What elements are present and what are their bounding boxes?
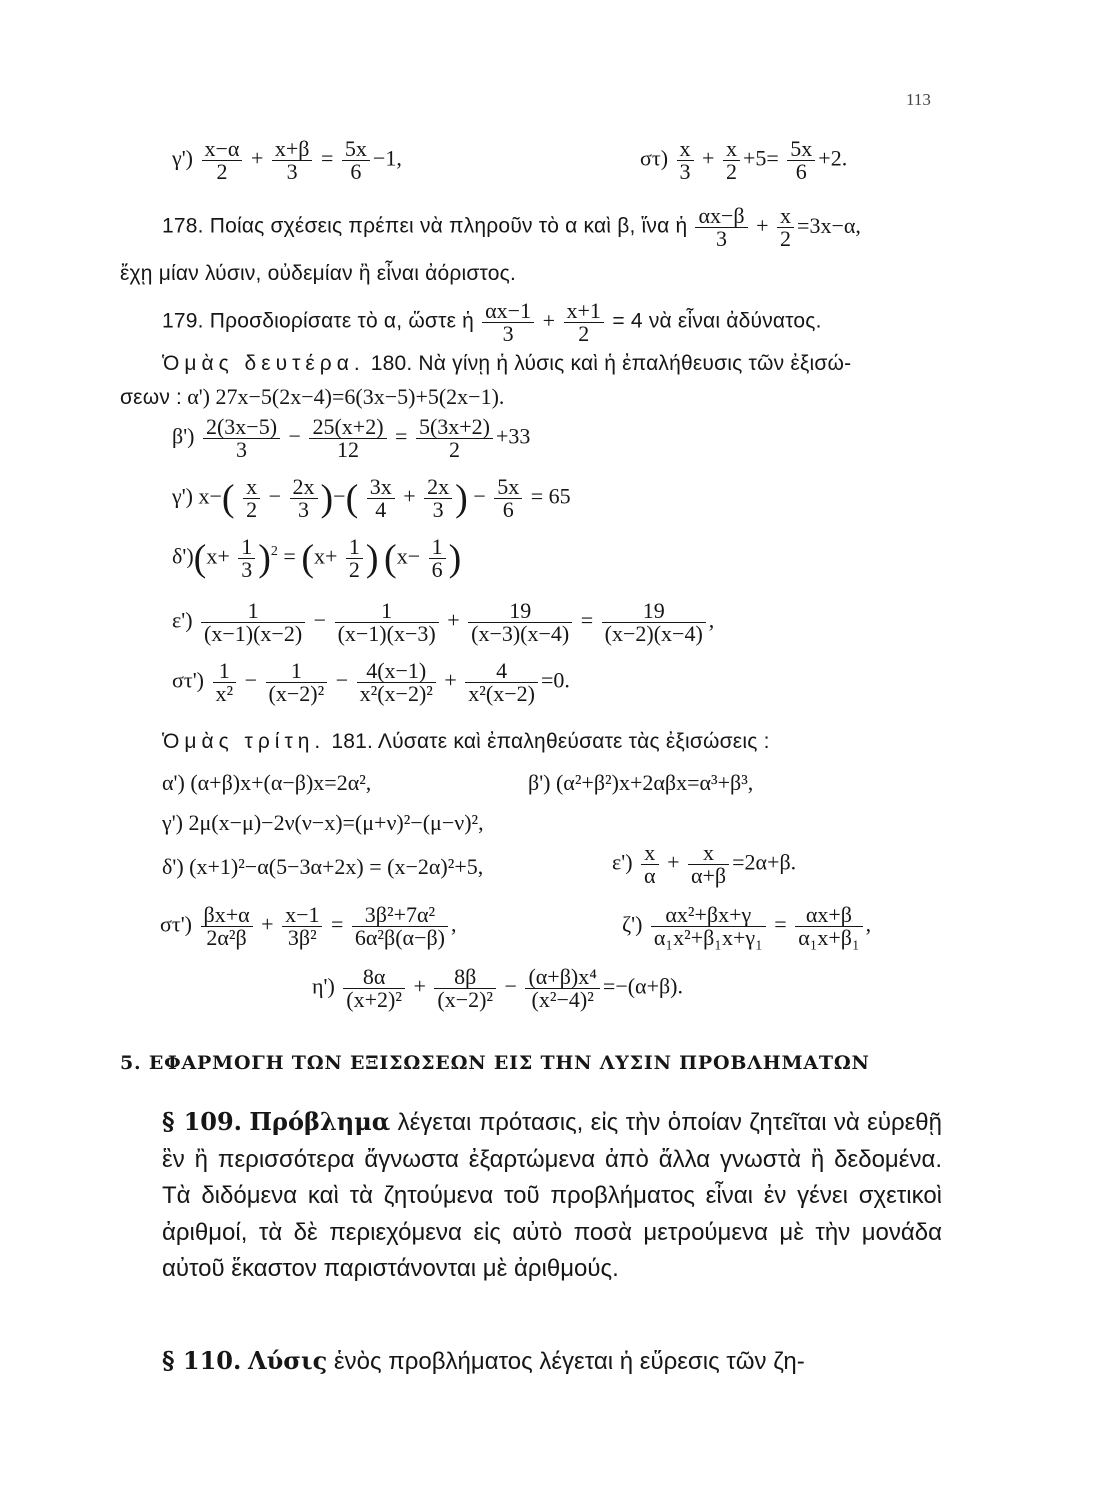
equation-181-beta: β') (α²+β²)x+2αβx=α³+β³, bbox=[528, 770, 754, 795]
section-heading: 5. ΕΦΑΡΜΟΓΗ ΤΩΝ ΕΞΙΣΩΣΕΩΝ ΕΙΣ ΤΗΝ ΛΥΣΙΝ ΠΡΟΒΛΗΜΑΤΩΝ bbox=[120, 1052, 870, 1074]
equation-181-gamma: γ') 2μ(x−μ)−2ν(ν−x)=(μ+ν)²−(μ−ν)², bbox=[162, 810, 484, 835]
equation-181-delta: δ') (x+1)²−α(5−3α+2x) = (x−2α)²+5, bbox=[162, 854, 484, 879]
equation-st: στ) $\frac{x}{3}$ + $\frac{x}{2}$ +5= $\frac{5x}{6}$ +2. bbox=[640, 136, 848, 184]
equation-beta: β') $\frac{2(3x-5)}{3}$ − $\frac{25(x+2)}{12}$ = $\frac{5(3x+2)}{2}$ +33 bbox=[172, 414, 531, 462]
page-number: 113 bbox=[906, 90, 931, 109]
problem-178: 178. Ποίας σχέσεις πρέπει νὰ πληροῦν τὸ α καὶ β, ἵνα ἡ $\frac{\alpha x-\beta}{3}$ + $\frac{x}{2}$ =3x−α, bbox=[162, 203, 861, 251]
equation-181-epsilon: ε') $\frac{x}{\alpha}$ + $\frac{x}{\alpha+\beta}$ =2α+β. bbox=[612, 840, 797, 888]
problem-179: 179. Προσδιορίσατε τὸ α, ὥστε ἡ $\frac{\alpha x-1}{3}$ + $\frac{x+1}{2}$ = 4 νὰ εἶναι ἀδύνατος. bbox=[162, 298, 822, 346]
equation-epsilon: ε') $\frac{1}{(x-1)(x-2)}$ − $\frac{1}{(x-1)(x-3)}$ + $\frac{19}{(x-3)(x-4)}$ = $\frac{19}{(x-2)(x-4)}$ , bbox=[172, 598, 715, 646]
problem-181: Ὁμὰς τρίτη. 181. Λύσατε καὶ ἐπαληθεύσατε τὰς ἐξισώσεις : bbox=[162, 730, 770, 753]
problem-178-line2: ἔχῃ μίαν λύσιν, οὐδεμίαν ἢ εἶναι ἀόριστος. bbox=[120, 262, 516, 285]
paragraph-110: § 110. Λύσις ἑνὸς προβλήματος λέγεται ἡ εὕρεσις τῶν ζη- bbox=[162, 1346, 805, 1375]
equation-gamma-2: γ') x−( $\frac{x}{2}$ − $\frac{2x}{3}$ )−( $\frac{3x}{4}$ + $\frac{2x}{3}$ ) − $\frac{5x}{6}$ = 65 bbox=[172, 474, 571, 522]
equation-delta: δ')(x+ $\frac{1}{3}$ )$^2$ = (x+ $\frac{1}{2}$ ) (x− $\frac{1}{6}$ ) bbox=[172, 534, 462, 582]
problem-180-line2: σεων : α') 27x−5(2x−4)=6(3x−5)+5(2x−1). bbox=[120, 384, 505, 409]
equation-gamma: γ') $\frac{x-\alpha}{2}$ + $\frac{x+\beta}{3}$ = $\frac{5x}{6}$ −1, bbox=[172, 136, 402, 184]
equation-181-st: στ') $\frac{\beta x+\alpha}{\text{2α²β}}$ + $\frac{x-1}{\text{3β²}}$ = $\frac{\text{3β²+7α²}}{\text{6α²β(α−β)}}$ , bbox=[160, 902, 457, 950]
equation-st-2: στ') $\frac{1}{\text{x²}}$ − $\frac{1}{\text{(x−2)²}}$ − $\frac{4(x-1)}{\text{x²(x−2)²}}$ + $\frac{4}{\text{x²(x−2)}}$ =0. bbox=[172, 658, 570, 706]
equation-181-eta: η') $\frac{8\alpha}{\text{(x+2)²}}$ + $\frac{8\beta}{\text{(x−2)²}}$ − $\frac{\text{(α+β)x⁴}}{\text{(x²−4)²}}$ =−(α+β). bbox=[312, 964, 683, 1012]
equation-181-alpha: α') (α+β)x+(α−β)x=2α², bbox=[162, 770, 372, 795]
equation-181-zeta: ζ') $\frac{\text{αx²+βx+γ}}{\text{α₁x²+β₁x+γ₁}}$ = $\frac{\alpha x+\beta}{\text{α₁x+β₁}}$ , bbox=[622, 902, 872, 950]
paragraph-109: § 109. Πρόβλημα λέγεται πρότασις, εἰς τὴν ὁποίαν ζητεῖται νὰ εὑρεθῇ ἓν ἢ περισσότερα ἄγνωστα ἐξαρτώμενα ἀπὸ ἄλλα γνωστὰ ἢ δεδομένα. Τὰ διδόμενα καὶ τὰ ζητούμενα τοῦ προβλήματος εἶναι ἐν γένει σχετικοὶ ἀριθμοί, τὰ δὲ περιεχόμενα εἰς αὐτὸ ποσὰ μετρούμενα μὲ τὴν μονάδα αὐτοῦ ἕκαστον παριστάνονται μὲ ἀριθμούς. bbox=[162, 1107, 942, 1282]
problem-180: Ὁμὰς δευτέρα. 180. Νὰ γίνῃ ἡ λύσις καὶ ἡ ἐπαλήθευσις τῶν ἐξισώ- bbox=[162, 352, 852, 375]
